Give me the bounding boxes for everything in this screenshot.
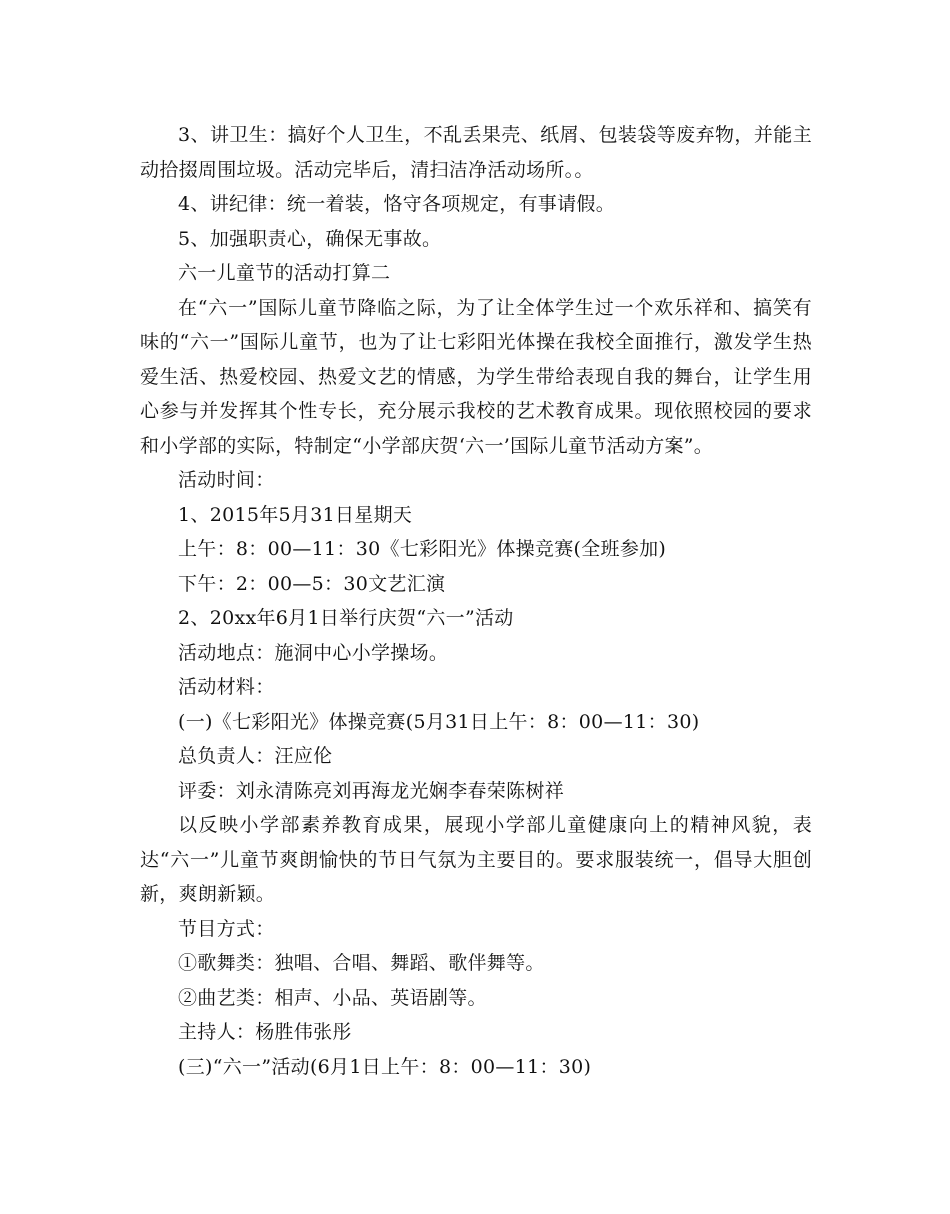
schedule-item-1: 1、2015年5月31日星期天 (178, 503, 413, 526)
schedule-item-2: 2、20xx年6月1日举行庆贺“六一”活动 (178, 607, 514, 629)
program-item-song-dance: ①歌舞类：独唱、合唱、舞蹈、歌伴舞等。 (178, 952, 545, 974)
activity-heading-3: (三)“六一”活动(6月1日上午：8：00—11：30) (178, 1055, 592, 1078)
activity-materials-label: 活动材料： (178, 676, 275, 698)
schedule-morning: 上午：8：00—11：30《七彩阳光》体操竞赛(全班参加) (178, 538, 667, 560)
document-body (140, 118, 812, 1084)
schedule-afternoon: 下午：2：00—5：30文艺汇演 (178, 572, 446, 595)
section-heading: 六一儿童节的活动打算二 (178, 262, 391, 284)
program-item-quyi: ②曲艺类：相声、小品、英语剧等。 (178, 986, 487, 1009)
paragraph-responsibility: 5、加强职责心，确保无事故。 (178, 227, 442, 250)
activity-time-label: 活动时间： (178, 469, 275, 491)
hosts: 主持人：杨胜伟张彤 (178, 1021, 352, 1043)
paragraph-purpose: 以反映小学部素养教育成果，展现小学部儿童健康向上的精神风貌，表达“六一”儿童节爽朗愉快的节日气氛为主要目的。要求服装统一，倡导大胆创新，爽朗新颖。 (140, 814, 812, 905)
program-format-label: 节目方式： (178, 917, 275, 940)
judges-list: 评委：刘永清陈亮刘再海龙光娴李春荣陈树祥 (178, 779, 565, 802)
contest-heading: (一)《七彩阳光》体操竞赛(5月31日上午：8：00—11：30) (178, 710, 700, 733)
person-in-charge: 总负责人：汪应伦 (178, 745, 333, 767)
paragraph-intro: 在“六一”国际儿童节降临之际，为了让全体学生过一个欢乐祥和、搞笑有味的“六一”国际儿童节，也为了让七彩阳光体操在我校全面推行，激发学生热爱生活、热爱校园、热爱文艺的情感，为学生带给表现自我的舞台，让学生用心参与并发挥其个性专长，充分展示我校的艺术教育成果。现依照校园的要求和小学部的实际，特制定“小学部庆贺‘六一’国际儿童节活动方案”。 (140, 296, 812, 457)
paragraph-discipline: 4、讲纪律：统一着装，恪守各项规定，有事请假。 (178, 193, 615, 215)
paragraph-hygiene: 3、讲卫生：搞好个人卫生，不乱丢果壳、纸屑、包装袋等废弃物，并能主动拾掇周围垃圾。活动完毕后，清扫洁净活动场所。。 (140, 124, 812, 181)
activity-location: 活动地点：施洞中心小学操场。 (178, 641, 449, 664)
